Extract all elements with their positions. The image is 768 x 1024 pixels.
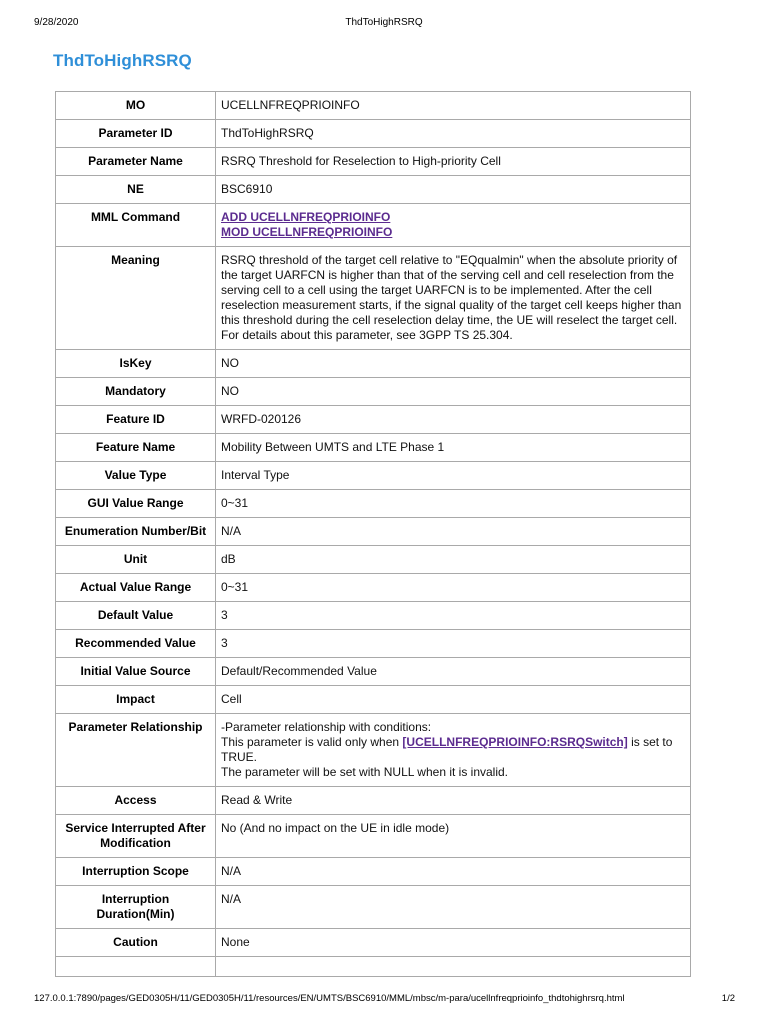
row-label: Default Value (56, 602, 216, 630)
table-row (56, 630, 691, 658)
row-label: Caution (56, 929, 216, 957)
row-label: Access (56, 787, 216, 815)
row-value: N/A (216, 858, 691, 886)
row-value: BSC6910 (216, 176, 691, 204)
row-label: Parameter ID (56, 120, 216, 148)
row-label: Meaning (56, 247, 216, 350)
row-value: ThdToHighRSRQ (216, 120, 691, 148)
table-row (56, 434, 691, 462)
row-value-empty (216, 957, 691, 977)
table-row (56, 92, 691, 120)
relationship-heading: -Parameter relationship with conditions: (221, 720, 432, 734)
table-row (56, 858, 691, 886)
row-value: 0~31 (216, 574, 691, 602)
table-row (56, 714, 691, 787)
row-value: RSRQ Threshold for Reselection to High-priority Cell (216, 148, 691, 176)
row-value: dB (216, 546, 691, 574)
table-row (56, 815, 691, 858)
table-row (56, 148, 691, 176)
row-label: NE (56, 176, 216, 204)
row-value: NO (216, 350, 691, 378)
table-row (56, 787, 691, 815)
table-row (56, 247, 691, 350)
table-row (56, 886, 691, 929)
row-label: Initial Value Source (56, 658, 216, 686)
print-title: ThdToHighRSRQ (345, 17, 423, 28)
mod-command-link[interactable]: MOD UCELLNFREQPRIOINFO (221, 225, 393, 239)
table-row-continued (56, 957, 691, 977)
row-label: Actual Value Range (56, 574, 216, 602)
add-command-link[interactable]: ADD UCELLNFREQPRIOINFO (221, 210, 391, 224)
table-row (56, 490, 691, 518)
rsrq-switch-link[interactable]: [UCELLNFREQPRIOINFO:RSRQSwitch] (402, 735, 628, 749)
table-row (56, 350, 691, 378)
row-label: Feature ID (56, 406, 216, 434)
row-value: Interval Type (216, 462, 691, 490)
row-value: Mobility Between UMTS and LTE Phase 1 (216, 434, 691, 462)
table-row (56, 574, 691, 602)
row-label: Unit (56, 546, 216, 574)
row-label: Interruption Duration(Min) (56, 886, 216, 929)
row-label: Service Interrupted After Modification (56, 815, 216, 858)
row-label: Parameter Relationship (56, 714, 216, 787)
row-value (216, 714, 691, 787)
table-row (56, 406, 691, 434)
table-row (56, 204, 691, 247)
row-value: 0~31 (216, 490, 691, 518)
table-row (56, 462, 691, 490)
row-value: None (216, 929, 691, 957)
row-value: No (And no impact on the UE in idle mode) (216, 815, 691, 858)
print-header (0, 17, 768, 31)
row-value: N/A (216, 886, 691, 929)
table-row (56, 546, 691, 574)
parameter-table (55, 91, 691, 977)
condition-text: This parameter is valid only when (221, 735, 403, 749)
relationship-condition (221, 735, 684, 765)
row-label: Impact (56, 686, 216, 714)
table-row (56, 929, 691, 957)
row-value: N/A (216, 518, 691, 546)
row-label: Interruption Scope (56, 858, 216, 886)
row-label: MML Command (56, 204, 216, 247)
row-label: Recommended Value (56, 630, 216, 658)
page-title: ThdToHighRSRQ (53, 51, 192, 70)
row-value (216, 204, 691, 247)
table-row (56, 176, 691, 204)
row-value: 3 (216, 630, 691, 658)
condition-text-end: is set to TRUE. (221, 735, 673, 764)
relationship-note: The parameter will be set with NULL when it is invalid. (221, 765, 509, 779)
row-value: NO (216, 378, 691, 406)
table-row (56, 602, 691, 630)
row-label: Feature Name (56, 434, 216, 462)
table-row (56, 378, 691, 406)
row-value: WRFD-020126 (216, 406, 691, 434)
row-value: UCELLNFREQPRIOINFO (216, 92, 691, 120)
table-row (56, 686, 691, 714)
row-value: Default/Recommended Value (216, 658, 691, 686)
row-label-empty (56, 957, 216, 977)
page-number: 1/2 (721, 993, 735, 1004)
table-row (56, 658, 691, 686)
row-label: Value Type (56, 462, 216, 490)
row-value: Read & Write (216, 787, 691, 815)
row-label: Mandatory (56, 378, 216, 406)
row-label: Enumeration Number/Bit (56, 518, 216, 546)
print-date: 9/28/2020 (34, 17, 79, 28)
row-label: GUI Value Range (56, 490, 216, 518)
print-url: 127.0.0.1:7890/pages/GED0305H/11/GED0305H/11/resources/EN/UMTS/BSC6910/MML/mbsc/m-para/ucellnfreqprioinfo_thdtohighrsrq.html (34, 993, 625, 1004)
table-row (56, 518, 691, 546)
print-footer (0, 993, 768, 1007)
row-label: IsKey (56, 350, 216, 378)
table-row (56, 120, 691, 148)
row-value: RSRQ threshold of the target cell relative to "EQqualmin" when the absolute priority of the target UARFCN is higher than that of the serving cell and cell reselection from the serving cell to a cell using the target UARFCN is to be implemented. After the cell reselection measurement starts, if the signal quality of the target cell keeps higher than this threshold during the cell reselection delay time, the UE will reselect the target cell. For details about this parameter, see 3GPP TS 25.304. (216, 247, 691, 350)
row-label: Parameter Name (56, 148, 216, 176)
row-value: 3 (216, 602, 691, 630)
row-value: Cell (216, 686, 691, 714)
row-label: MO (56, 92, 216, 120)
